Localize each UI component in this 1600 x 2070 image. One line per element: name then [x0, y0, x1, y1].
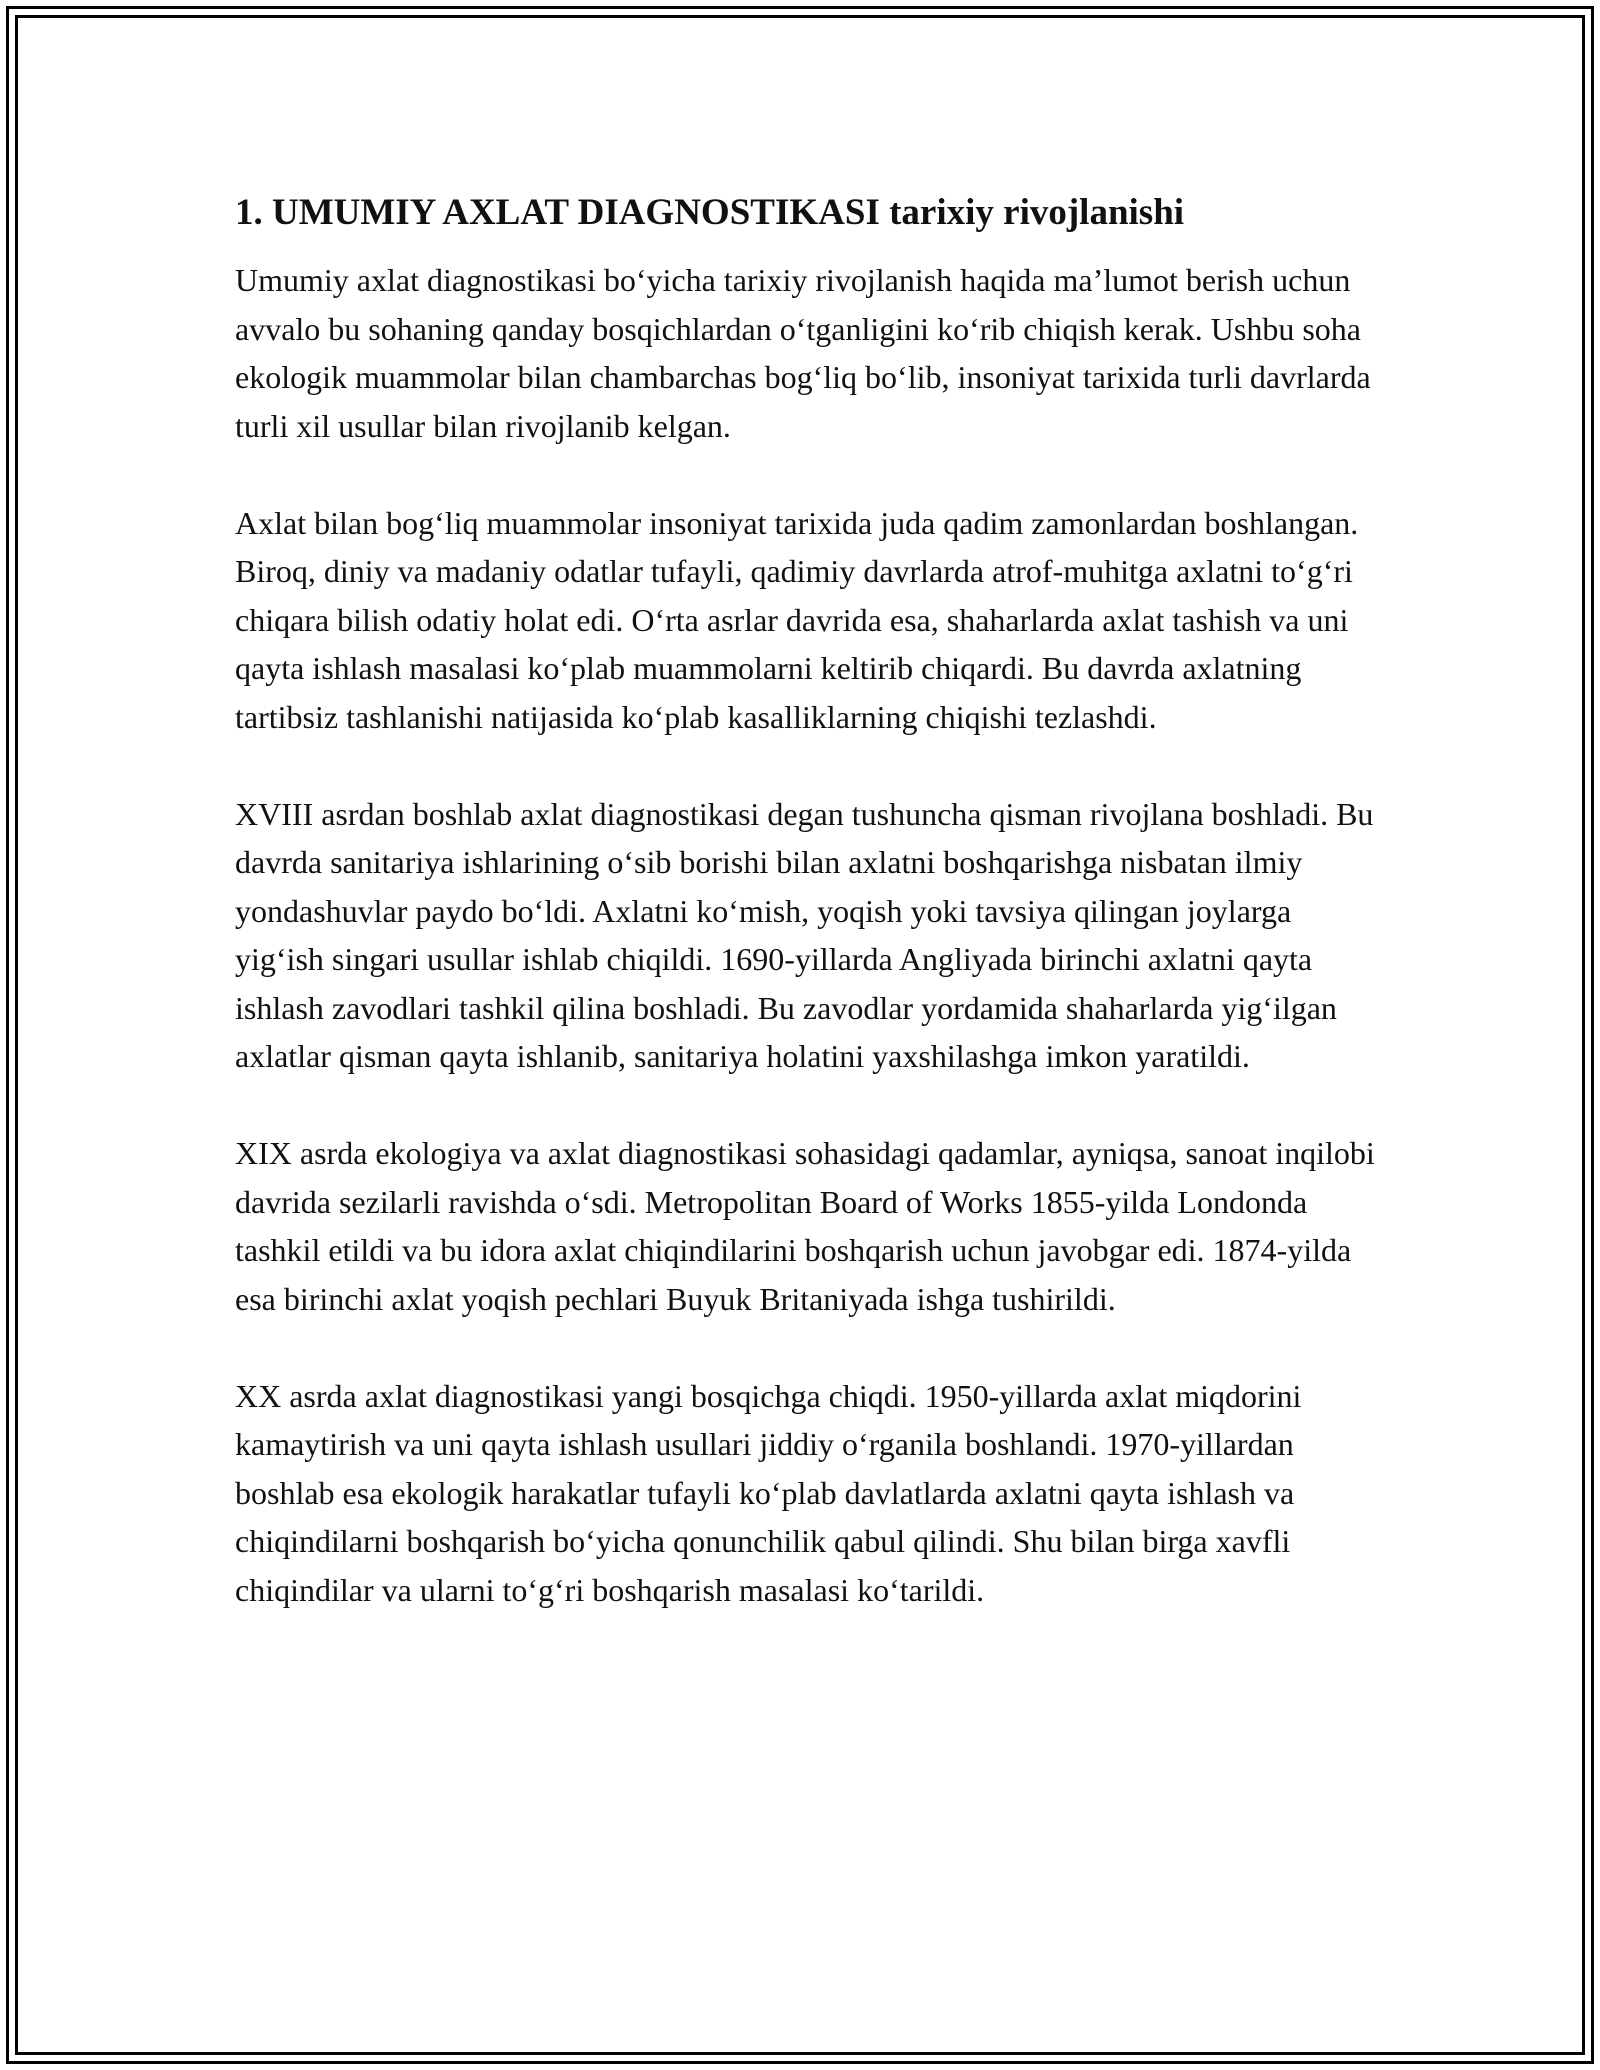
document-body — [235, 188, 1375, 1663]
page-title: 1. UMUMIY AXLAT DIAGNOSTIKASI tarixiy rivojlanishi — [235, 192, 1185, 233]
paragraph: XVIII asrdan boshlab axlat diagnostikasi degan tushuncha qisman rivojlana boshladi. Bu davrda sanitariya ishlarining o‘sib borishi bilan axlatni boshqarishga nisbatan ilmiy yondashuvlar paydo bo‘ldi. Axlatni ko‘mish, yoqish yoki tavsiya qilingan joylarga yig‘ish singari usullar ishlab chiqildi. 1690-yillarda Angliyada birinchi axlatni qayta ishlash zavodlari tashkil qilina boshladi. Bu zavodlar yordamida shaharlarda yig‘ilgan axlatlar qisman qayta ishlanib, sanitariya holatini yaxshilashga imkon yaratildi. — [235, 795, 1374, 1074]
paragraph: XX asrda axlat diagnostikasi yangi bosqichga chiqdi. 1950-yillarda axlat miqdorini kamaytirish va uni qayta ishlash usullari jiddiy o‘rganila boshlandi. 1970-yillardan boshlab esa ekologik harakatlar tufayli ko‘plab davlatlarda axlatni qayta ishlash va chiqindilarni boshqarish bo‘yicha qonunchilik qabul qilindi. Shu bilan birga xavfli chiqindilar va ularni to‘g‘ri boshqarish masalasi ko‘tarildi. — [235, 1377, 1302, 1608]
paragraph: Axlat bilan bog‘liq muammolar insoniyat tarixida juda qadim zamonlardan boshlangan. Biroq, diniy va madaniy odatlar tufayli, qadimiy davrlarda atrof-muhitga axlatni to‘g‘ri chiqara bilish odatiy holat edi. O‘rta asrlar davrida esa, shaharlarda axlat tashish va uni qayta ishlash masalasi ko‘plab muammolarni keltirib chiqardi. Bu davrda axlatning tartibsiz tashlanishi natijasida ko‘plab kasalliklarning chiqishi tezlashdi. — [235, 504, 1359, 735]
paragraph: XIX asrda ekologiya va axlat diagnostikasi sohasidagi qadamlar, ayniqsa, sanoat inqilobi davrida sezilarli ravishda o‘sdi. Metropolitan Board of Works 1855-yilda Londonda tashkil etildi va bu idora axlat chiqindilarini boshqarish uchun javobgar edi. 1874-yilda esa birinchi axlat yoqish pechlari Buyuk Britaniyada ishga tushirildi. — [235, 1135, 1375, 1317]
paragraph: Umumiy axlat diagnostikasi bo‘yicha tarixiy rivojlanish haqida ma’lumot berish uchun avvalo bu sohaning qanday bosqichlardan o‘tganligini ko‘rib chiqish kerak. Ushbu soha ekologik muammolar bilan chambarchas bog‘liq bo‘lib, insoniyat tarixida turli davrlarda turli xil usullar bilan rivojlanib kelgan. — [235, 262, 1371, 444]
